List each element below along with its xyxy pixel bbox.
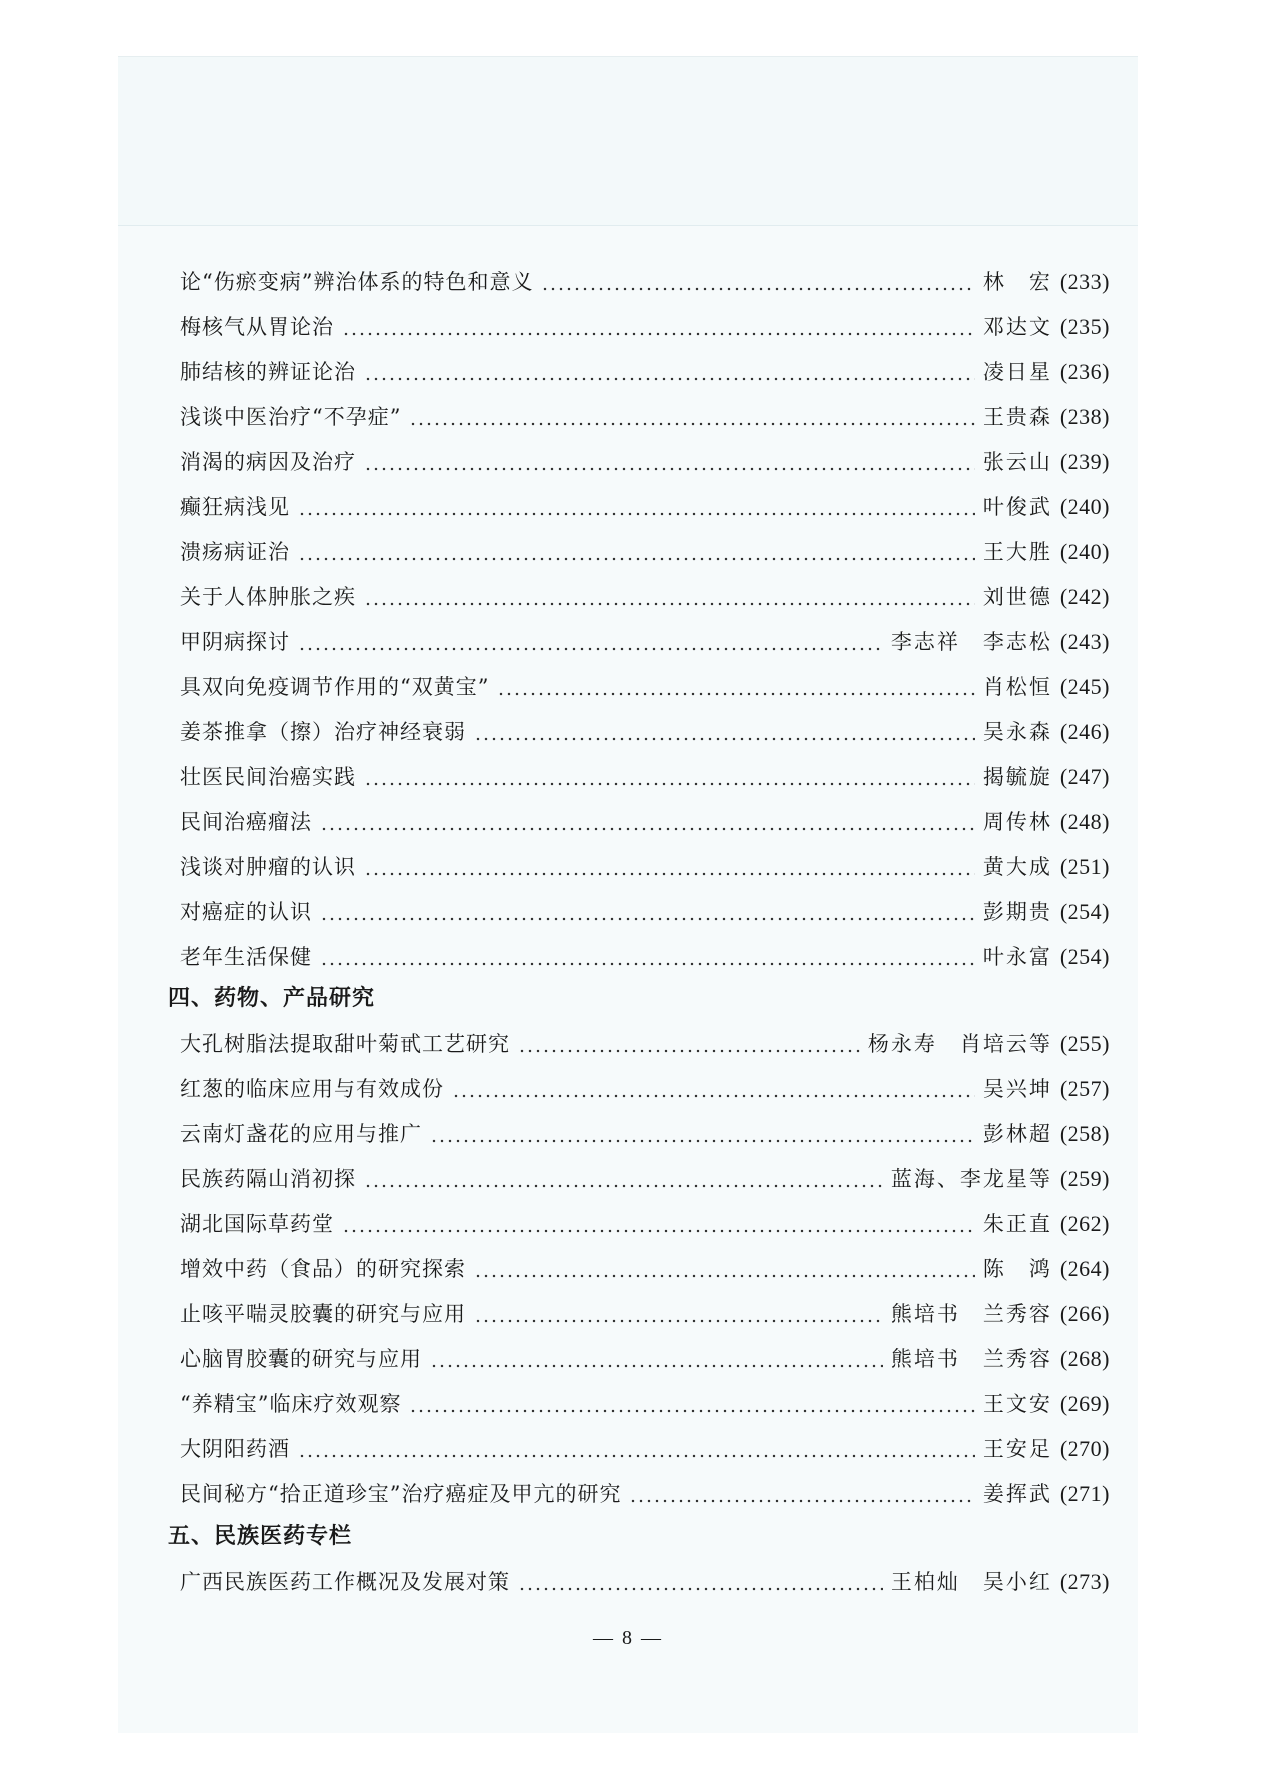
entry-author: 张云山 <box>982 450 1052 474</box>
entry-page: (247) <box>1059 764 1110 789</box>
dot-leader <box>518 1029 860 1059</box>
toc-entry <box>180 1389 1110 1419</box>
entry-title: 增效中药（食品）的研究探索 <box>180 1257 466 1281</box>
dot-leader <box>364 852 975 882</box>
entry-title: 甲阴病探讨 <box>180 630 290 654</box>
entry-page: (233) <box>1059 269 1110 294</box>
entry-page: (240) <box>1059 539 1110 564</box>
entry-author: 凌日星 <box>982 360 1052 384</box>
dot-leader <box>298 537 975 567</box>
entry-title: 止咳平喘灵胶囊的研究与应用 <box>180 1302 466 1326</box>
dot-leader <box>474 1299 883 1329</box>
toc-entry <box>180 1074 1110 1104</box>
dot-leader <box>298 1434 975 1464</box>
toc-entry <box>180 762 1110 792</box>
entry-title: “养精宝”临床疗效观察 <box>180 1392 402 1416</box>
entry-title: 民间治癌瘤法 <box>180 810 312 834</box>
toc-entry <box>180 1479 1110 1509</box>
dot-leader <box>474 717 975 747</box>
entry-author: 王大胜 <box>982 540 1052 564</box>
toc-entry <box>180 537 1110 567</box>
entry-page: (245) <box>1059 674 1110 699</box>
dot-leader <box>320 942 975 972</box>
dot-leader <box>364 582 975 612</box>
dot-leader <box>364 1164 883 1194</box>
toc-entry <box>180 897 1110 927</box>
dot-leader <box>298 627 883 657</box>
toc-entry <box>180 852 1110 882</box>
entry-title: 姜茶推拿（擦）治疗神经衰弱 <box>180 720 466 744</box>
entry-page: (239) <box>1059 449 1110 474</box>
entry-title: 肺结核的辨证论治 <box>180 360 356 384</box>
entry-title: 心脑胃胶囊的研究与应用 <box>180 1347 422 1371</box>
toc-entry <box>180 1164 1110 1194</box>
dot-leader <box>474 1254 975 1284</box>
dot-leader <box>541 267 974 297</box>
entry-author: 肖松恒 <box>982 675 1052 699</box>
entry-title: 溃疡病证治 <box>180 540 290 564</box>
toc-entry <box>180 402 1110 432</box>
entry-author: 朱正直 <box>982 1212 1052 1236</box>
entry-author: 叶永富 <box>982 945 1052 969</box>
dot-leader <box>430 1344 883 1374</box>
toc-entry <box>180 1029 1110 1059</box>
entry-author: 熊培书 兰秀容 <box>890 1347 1052 1371</box>
entry-title: 红葱的临床应用与有效成份 <box>180 1077 444 1101</box>
entry-page: (248) <box>1059 809 1110 834</box>
entry-author: 吴永森 <box>982 720 1052 744</box>
entry-page: (258) <box>1059 1121 1110 1146</box>
entry-title: 癫狂病浅见 <box>180 495 290 519</box>
dot-leader <box>629 1479 974 1509</box>
entry-author: 邓达文 <box>982 315 1052 339</box>
dot-leader <box>409 1389 974 1419</box>
entry-page: (243) <box>1059 629 1110 654</box>
entry-author: 王柏灿 吴小红 <box>890 1570 1052 1594</box>
toc-entry <box>180 1434 1110 1464</box>
entry-page: (271) <box>1059 1481 1110 1506</box>
entry-page: (257) <box>1059 1076 1110 1101</box>
dot-leader <box>430 1119 975 1149</box>
toc-entry <box>180 582 1110 612</box>
entry-page: (268) <box>1059 1346 1110 1371</box>
toc-entry <box>180 357 1110 387</box>
entry-title: 湖北国际草药堂 <box>180 1212 334 1236</box>
entry-author: 叶俊武 <box>982 495 1052 519</box>
dot-leader <box>452 1074 975 1104</box>
entry-title: 广西民族医药工作概况及发展对策 <box>180 1570 510 1594</box>
entry-author: 王贵森 <box>982 405 1052 429</box>
toc-entry <box>180 492 1110 522</box>
entry-title: 民间秘方“拾正道珍宝”治疗癌症及甲亢的研究 <box>180 1482 622 1506</box>
entry-page: (273) <box>1059 1569 1110 1594</box>
entry-title: 大孔树脂法提取甜叶菊甙工艺研究 <box>180 1032 510 1056</box>
toc-entry <box>180 447 1110 477</box>
dot-leader <box>342 1209 975 1239</box>
entry-page: (262) <box>1059 1211 1110 1236</box>
table-of-contents <box>118 57 1138 1733</box>
entry-author: 揭毓旋 <box>982 765 1052 789</box>
entry-title: 梅核气从胃论治 <box>180 315 334 339</box>
toc-entry <box>180 942 1110 972</box>
entry-author: 吴兴坤 <box>982 1077 1052 1101</box>
entry-author: 彭期贵 <box>982 900 1052 924</box>
entry-page: (264) <box>1059 1256 1110 1281</box>
dot-leader <box>320 807 975 837</box>
entry-page: (270) <box>1059 1436 1110 1461</box>
entry-title: 浅谈对肿瘤的认识 <box>180 855 356 879</box>
entry-author: 王文安 <box>982 1392 1052 1416</box>
entry-title: 浅谈中医治疗“不孕症” <box>180 405 402 429</box>
entry-title: 民族药隔山消初探 <box>180 1167 356 1191</box>
toc-entry <box>180 1209 1110 1239</box>
entry-author: 姜挥武 <box>982 1482 1052 1506</box>
toc-entry <box>180 1567 1110 1597</box>
entry-title: 大阴阳药酒 <box>180 1437 290 1461</box>
entry-page: (269) <box>1059 1391 1110 1416</box>
entry-page: (259) <box>1059 1166 1110 1191</box>
entry-title: 壮医民间治癌实践 <box>180 765 356 789</box>
entry-author: 周传林 <box>982 810 1052 834</box>
entry-page: (240) <box>1059 494 1110 519</box>
entry-author: 林 宏 <box>982 270 1052 294</box>
entry-page: (266) <box>1059 1301 1110 1326</box>
toc-entry <box>180 717 1110 747</box>
dot-leader <box>364 357 975 387</box>
entry-title: 关于人体肿胀之疾 <box>180 585 356 609</box>
entry-page: (242) <box>1059 584 1110 609</box>
dot-leader <box>298 492 975 522</box>
toc-entry <box>180 1254 1110 1284</box>
entry-author: 黄大成 <box>982 855 1052 879</box>
entry-page: (235) <box>1059 314 1110 339</box>
entry-page: (254) <box>1059 899 1110 924</box>
entry-author: 熊培书 兰秀容 <box>890 1302 1052 1326</box>
dot-leader <box>497 672 974 702</box>
entry-page: (246) <box>1059 719 1110 744</box>
entry-title: 云南灯盏花的应用与推广 <box>180 1122 422 1146</box>
entry-title: 对癌症的认识 <box>180 900 312 924</box>
entry-author: 杨永寿 肖培云等 <box>867 1032 1052 1056</box>
entry-author: 刘世德 <box>982 585 1052 609</box>
entry-title: 老年生活保健 <box>180 945 312 969</box>
entry-page: (254) <box>1059 944 1110 969</box>
entry-title: 论“伤瘀变病”辨治体系的特色和意义 <box>180 270 534 294</box>
page-number-footer: — 8 — <box>593 1627 663 1649</box>
page-sheet <box>118 56 1138 1733</box>
entry-title: 消渴的病因及治疗 <box>180 450 356 474</box>
dot-leader <box>409 402 974 432</box>
entry-page: (255) <box>1059 1031 1110 1056</box>
toc-entry <box>180 807 1110 837</box>
dot-leader <box>518 1567 883 1597</box>
entry-page: (251) <box>1059 854 1110 879</box>
entry-title: 具双向免疫调节作用的“双黄宝” <box>180 675 490 699</box>
entry-page: (236) <box>1059 359 1110 384</box>
entry-author: 李志祥 李志松 <box>890 630 1052 654</box>
entry-author: 王安足 <box>982 1437 1052 1461</box>
toc-entry <box>180 312 1110 342</box>
toc-entry <box>180 1119 1110 1149</box>
entry-author: 彭林超 <box>982 1122 1052 1146</box>
section-heading: 五、民族医药专栏 <box>168 1524 353 1549</box>
dot-leader <box>364 762 975 792</box>
toc-entry <box>180 1344 1110 1374</box>
entry-page: (238) <box>1059 404 1110 429</box>
toc-entry <box>180 627 1110 657</box>
entry-author: 蓝海、李龙星等 <box>890 1167 1052 1191</box>
section-heading: 四、药物、产品研究 <box>168 986 376 1011</box>
dot-leader <box>364 447 975 477</box>
toc-entry <box>180 672 1110 702</box>
entry-author: 陈 鸿 <box>982 1257 1052 1281</box>
dot-leader <box>320 897 975 927</box>
dot-leader <box>342 312 975 342</box>
toc-entry <box>180 1299 1110 1329</box>
toc-entry <box>180 267 1110 297</box>
